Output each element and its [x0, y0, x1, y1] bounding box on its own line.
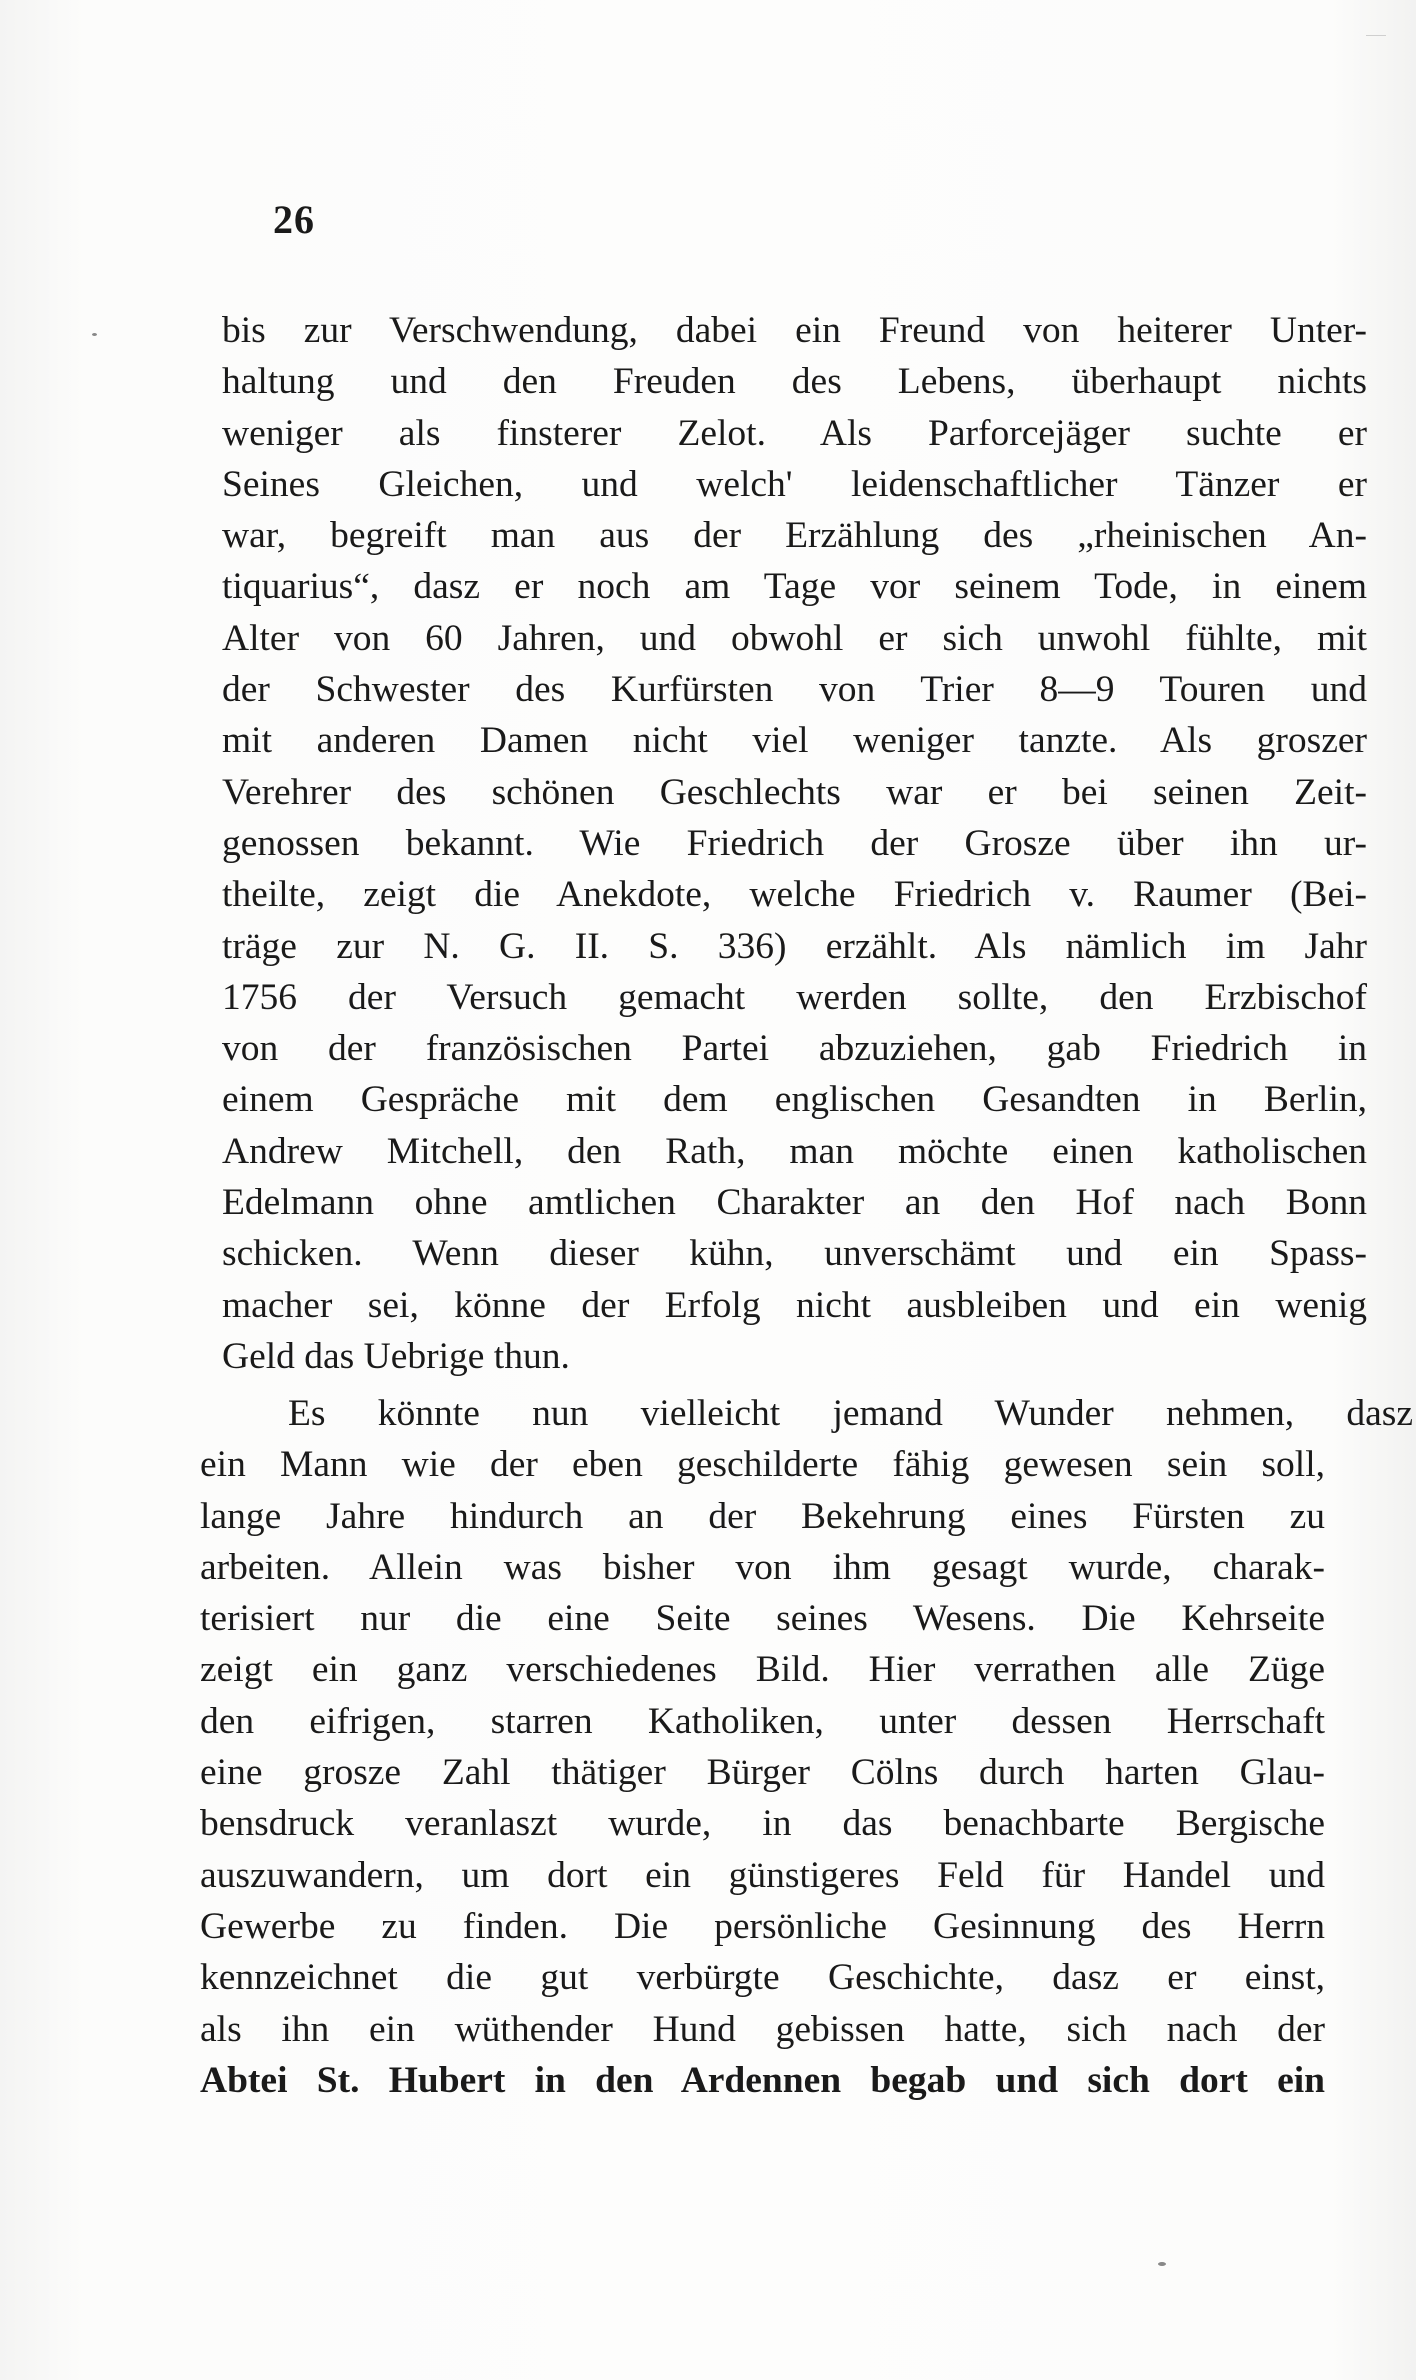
- text-line: als ihn ein wüthender Hund gebissen hatte, sich nach der: [200, 2008, 1325, 2050]
- paragraph-2: [200, 1388, 1413, 2106]
- text-line: Verehrer des schönen Geschlechts war er bei seinen Zeit-: [222, 771, 1367, 813]
- text-line: Andrew Mitchell, den Rath, man möchte einen katholischen: [222, 1130, 1367, 1172]
- text-line: Gewerbe zu finden. Die persönliche Gesinnung des Herrn: [200, 1905, 1325, 1947]
- text-line: einem Gespräche mit dem englischen Gesandten in Berlin,: [222, 1079, 1367, 1121]
- text-line: lange Jahre hindurch an der Bekehrung eines Fürsten zu: [200, 1495, 1325, 1537]
- text-line: weniger als finsterer Zelot. Als Parforcejäger suchte er: [222, 412, 1367, 454]
- page-number: 26: [273, 197, 315, 242]
- text-line: Abtei St. Hubert in den Ardennen begab und sich dort ein: [200, 2059, 1325, 2101]
- text-line: zeigt ein ganz verschiedenes Bild. Hier verrathen alle Züge: [200, 1649, 1325, 1691]
- text-line: ein Mann wie der eben geschilderte fähig gewesen sein soll,: [200, 1444, 1325, 1486]
- text-line: war, begreift man aus der Erzählung des „rheinischen An-: [222, 515, 1367, 557]
- text-line: Seines Gleichen, und welch' leidenschaftlicher Tänzer er: [222, 463, 1367, 505]
- text-line: 1756 der Versuch gemacht werden sollte, den Erzbischof: [222, 976, 1367, 1018]
- text-line: von der französischen Partei abzuziehen, gab Friedrich in: [222, 1028, 1367, 1070]
- bottom-speck: [1158, 2262, 1166, 2266]
- text-line: Geld das Uebrige thun.: [222, 1335, 570, 1377]
- text-line: mit anderen Damen nicht viel weniger tanzte. Als groszer: [222, 720, 1367, 762]
- text-line: tiquarius“, dasz er noch am Tage vor seinem Tode, in einem: [222, 566, 1367, 608]
- text-line: theilte, zeigt die Anekdote, welche Friedrich v. Raumer (Bei-: [222, 874, 1367, 916]
- text-line: arbeiten. Allein was bisher von ihm gesagt wurde, charak-: [200, 1546, 1325, 1588]
- text-line: der Schwester des Kurfürsten von Trier 8—9 Touren und: [222, 669, 1367, 711]
- text-line: macher sei, könne der Erfolg nicht ausbleiben und ein wenig: [222, 1284, 1367, 1326]
- page-edge-mark: [1366, 35, 1386, 36]
- text-line: genossen bekannt. Wie Friedrich der Grosze über ihn ur-: [222, 822, 1367, 864]
- paragraph-1: [200, 305, 1367, 1382]
- text-line: bensdruck veranlaszt wurde, in das benachbarte Bergische: [200, 1803, 1325, 1845]
- text-line: bis zur Verschwendung, dabei ein Freund von heiterer Unter-: [222, 310, 1367, 351]
- text-line: Alter von 60 Jahren, und obwohl er sich unwohl fühlte, mit: [222, 617, 1367, 659]
- text-line: träge zur N. G. II. S. 336) erzählt. Als nämlich im Jahr: [222, 925, 1367, 967]
- text-line: auszuwandern, um dort ein günstigeres Feld für Handel und: [200, 1854, 1325, 1896]
- text-line: kennzeichnet die gut verbürgte Geschichte, dasz er einst,: [200, 1957, 1325, 1999]
- text-line: den eifrigen, starren Katholiken, unter dessen Herrschaft: [200, 1700, 1325, 1742]
- text-line: Es könnte nun vielleicht jemand Wunder nehmen, dasz: [288, 1393, 1413, 1434]
- margin-speck: [92, 333, 97, 336]
- text-line: haltung und den Freuden des Lebens, überhaupt nichts: [222, 361, 1367, 403]
- text-line: Edelmann ohne amtlichen Charakter an den Hof nach Bonn: [222, 1182, 1367, 1224]
- text-line: schicken. Wenn dieser kühn, unverschämt und ein Spass-: [222, 1233, 1367, 1275]
- text-line: terisiert nur die eine Seite seines Wesens. Die Kehrseite: [200, 1598, 1325, 1640]
- text-line: eine grosze Zahl thätiger Bürger Cölns durch harten Glau-: [200, 1752, 1325, 1794]
